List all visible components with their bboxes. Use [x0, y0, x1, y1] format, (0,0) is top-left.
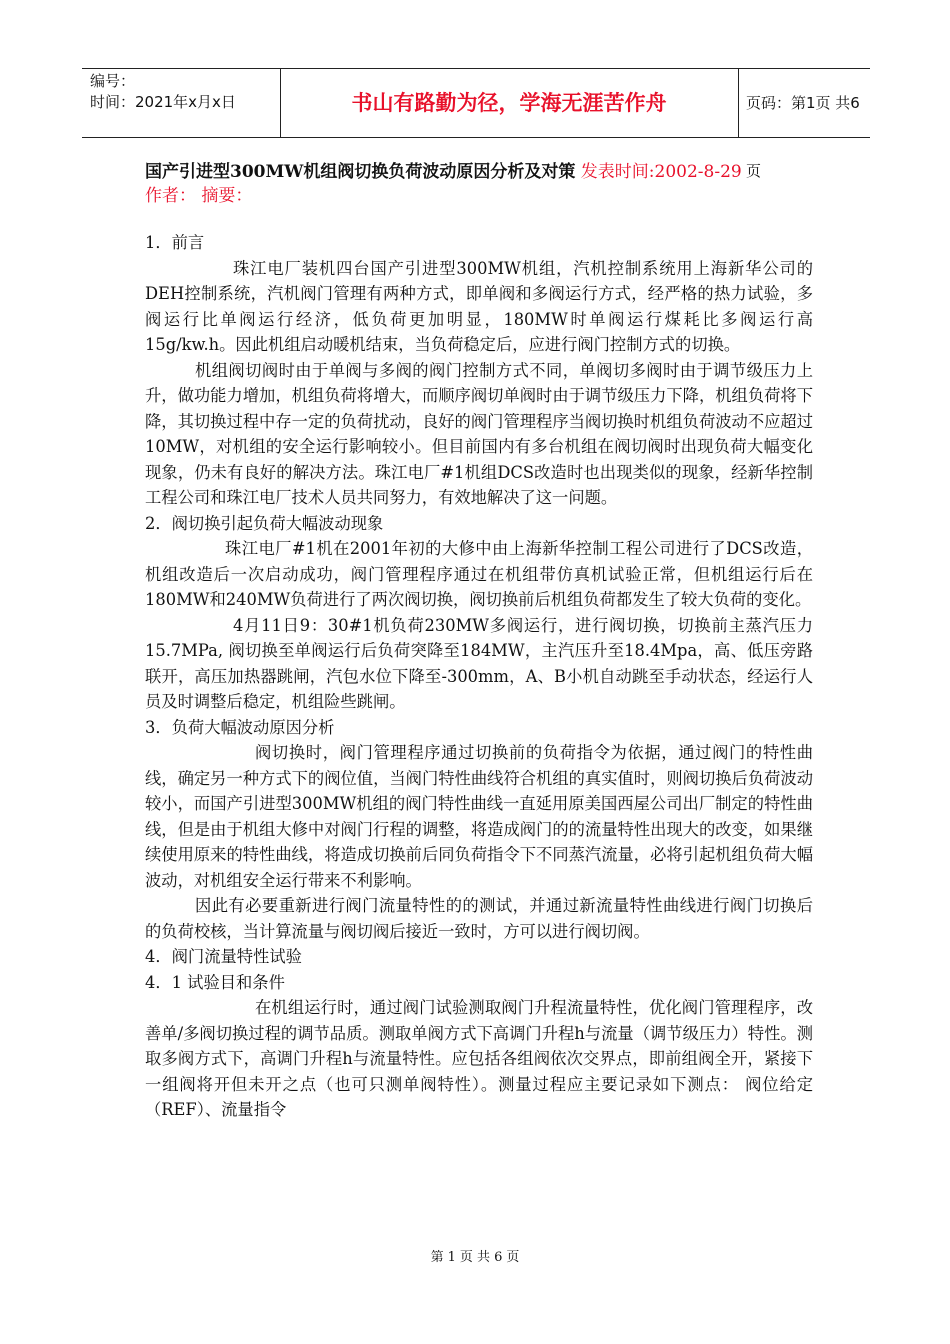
publish-time: 发表时间:2002-8-29 [575, 162, 742, 182]
section-1-paragraph-1: 珠江电厂装机四台国产引进型300MW机组，汽机控制系统用上海新华公司的DEH控制系统，汽机阀门管理有两种方式，即单阀和多阀运行方式，经严格的热力试验，多阀运行比单阀运行经济，低负荷更加明显，180MW时单阀运行煤耗比多阀运行高15g/kw.h。因此机组启动暖机结束，当负荷稳定后，应进行阀门控制方式的切换。 [145, 258, 813, 354]
document-body [145, 230, 813, 1123]
title-line [145, 160, 845, 184]
footer-page-total: 6 [494, 1250, 503, 1265]
footer-page-number: 1 [447, 1250, 456, 1265]
page-footer [0, 1246, 950, 1265]
section-4-1-heading: 4．1 试验目和条件 [145, 972, 285, 992]
section-4-1-paragraph-1: 在机组运行时，通过阀门试验测取阀门升程流量特性，优化阀门管理程序，改善单/多阀切换过程的调节品质。测取单阀方式下高调门升程h与流量（调节级压力）特性。测取多阀方式下，高调门升程h与流量特性。应包括各组阀依次交界点，即前组阀全开，紧接下一组阀将开但未开之点（也可只测单阀特性）。测量过程应主要记录如下测点： 阀位给定（REF）、流量指令 [145, 998, 813, 1119]
section-2-heading: 2．阀切换引起负荷大幅波动现象 [145, 513, 384, 533]
doc-title: 国产引进型300MW机组阀切换负荷波动原因分析及对策 [145, 162, 576, 182]
section-2-paragraph-1: 珠江电厂#1机在2001年初的大修中由上海新华控制工程公司进行了DCS改造，机组改造后一次启动成功，阀门管理程序通过在机组带仿真机试验正常，但机组运行后在180MW和240MW负荷进行了两次阀切换，阀切换前后机组负荷都发生了较大负荷的变化。 [145, 539, 813, 609]
section-1-heading: 1．前言 [145, 233, 205, 252]
footer-middle: 页 共 [459, 1250, 491, 1265]
header-time-label: 时间：2021年x月x日 [90, 93, 236, 111]
author-abstract-line: 作者： 摘要： [145, 186, 253, 206]
section-3-heading: 3．负荷大幅波动原因分析 [145, 717, 335, 737]
header-number-label: 编号： [90, 72, 136, 90]
section-2-paragraph-2: 4月11日9：30#1机负荷230MW多阀运行，进行阀切换，切换前主蒸汽压力15.7MPa, 阀切换至单阀运行后负荷突降至184MW，主汽压升至18.4Mpa，高、低压旁路联开，高压加热器跳闸，汽包水位下降至-300mm，A、B小机自动跳至手动状态，经运行人员及时调整后稳定，机组险些跳闸。 [145, 615, 813, 711]
header-meta [90, 71, 280, 113]
header-page-info: 页码：第1页 共6页 [746, 94, 860, 180]
section-4-heading: 4．阀门流量特性试验 [145, 947, 302, 966]
header-divider-right [738, 69, 739, 137]
section-3-paragraph-2: 因此有必要重新进行阀门流量特性的的测试，并通过新流量特性曲线进行阀门切换后的负荷校核，当计算流量与阀切阀后接近一致时，方可以进行阀切阀。 [145, 896, 813, 941]
section-1-paragraph-2: 机组阀切阀时由于单阀与多阀的阀门控制方式不同，单阀切多阀时由于调节级压力上升，做功能力增加，机组负荷将增大，而顺序阀切单阀时由于调节级压力下降，机组负荷将下降，其切换过程中存一定的负荷扰动，良好的阀门管理程序当阀切换时机组负荷波动不应超过10MW，对机组的安全运行影响较小。但目前国内有多台机组在阀切阀时出现负荷大幅变化现象，仍未有良好的解决方法。珠江电厂#1机组DCS改造时也出现类似的现象，经新华控制工程公司和珠江电厂技术人员共同努力，有效地解决了这一问题。 [145, 360, 813, 507]
title-block [145, 160, 845, 208]
section-3-paragraph-1: 阀切换时，阀门管理程序通过切换前的负荷指令为依据，通过阀门的特性曲线，确定另一种方式下的阀位值，当阀门特性曲线符合机组的真实值时，则阀切换后负荷波动较小，而国产引进型300MW机组的阀门特性曲线一直延用原美国西屋公司出厂制定的特性曲线，但是由于机组大修中对阀门行程的调整，将造成阀门的的流量特性出现大的改变，如果继续使用原来的特性曲线，将造成切换前后同负荷指令下不同蒸汽流量，必将引起机组负荷大幅波动，对机组安全运行带来不利影响。 [145, 743, 813, 890]
footer-prefix: 第 [430, 1250, 444, 1265]
footer-suffix: 页 [506, 1250, 520, 1265]
header-motto: 书山有路勤为径，学海无涯苦作舟 [351, 91, 667, 115]
